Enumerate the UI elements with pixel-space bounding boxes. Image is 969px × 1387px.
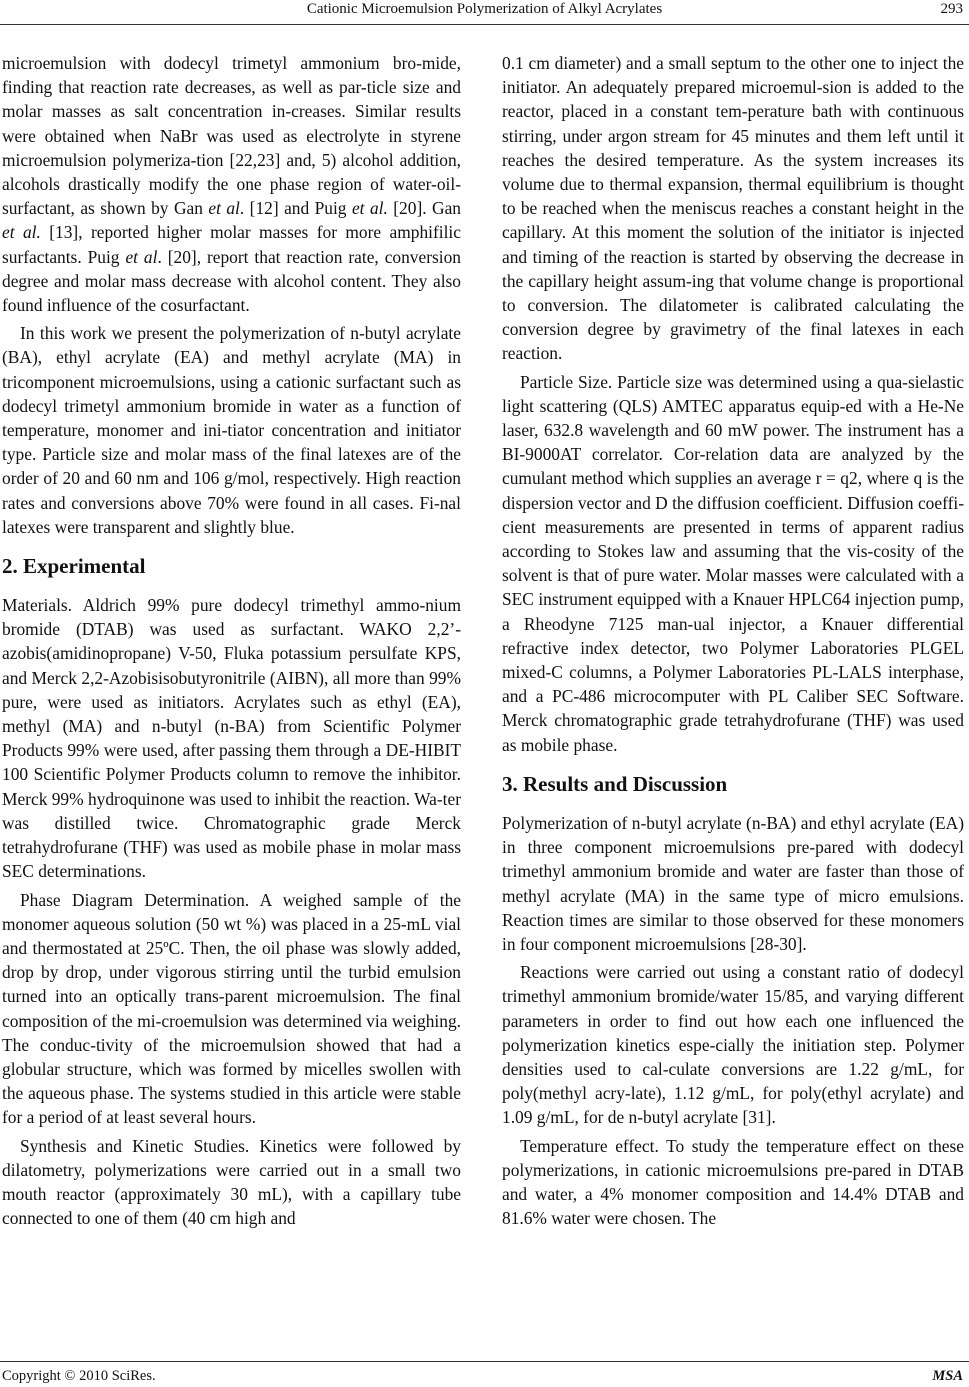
paragraph-intro-continued: microemulsion with dodecyl trimetyl ammonium bro-mide, finding that reaction rate decreases, as well as par-ticle size and molar masses as salt concentration in-creases. Similar results were obtained when NaBr was used as electrolyte in styrene microemulsion polymeriza-tion [22,23] and, 5) alcohol addition, alcohols drastically modify the one phase region of water-oil-surfactant, as shown by Gan et al. [12] and Puig et al. [20]. Gan et al. [13], reported higher molar masses for more amphifilic surfactants. Puig et al. [20], report that reaction rate, conversion degree and molar mass decrease with alcohol content. They also found influence of the cosurfactant.	[2, 53, 462, 316]
paragraph-this-work: In this work we present the polymerization of n-butyl acrylate (BA), ethyl acrylate (EA) and methyl acrylate (MA) in tricomponent microemulsions, using a cationic surfactant such as dodecyl trimetyl ammonium bromide in water as a function of temperature, monomer and ini-tiator concentration and initiator type. Particle size and molar mass of the final latexes are of the order of 20 and 60 nm and 106 g/mol, respectively. High reaction rates and conversions above 70% were found in all cases. Fi-nal latexes were transparent and slightly blue.	[2, 323, 461, 537]
page-number: 293	[940, 1, 963, 17]
copyright-notice: Copyright © 2010 SciRes.	[2, 1368, 156, 1384]
paragraph-dilatometry: 0.1 cm diameter) and a small septum to the other one to inject the initiator. An adequately prepared microemul-sion is added to the reactor, placed in a constant tem-perature bath with continuous stirring, under argon stream for 45 minutes and them left until it reaches the desired temperature. As the system increases its volume due to thermal expansion, thermal equilibrium is thought to be reached when the meniscus reaches a constant height in the capillary. At this moment the solution of the initiator is injected and timing of the reaction is started by observing the decrease in the capillary height assum-ing that volume change is proportional to conversion. The dilatometer is calibrated calculating the conversion degree by gravimetry of the final latexes in each reaction.	[502, 53, 964, 364]
paragraph-synthesis-kinetics: Synthesis and Kinetic Studies. Kinetics were followed by dilatometry, polymerizations were carried out in a small two mouth reactor (approximately 30 mL), with a capillary tube connected to one of them (40 cm high and	[2, 1135, 461, 1229]
page-header	[0, 0, 969, 25]
paragraph-reactions: Reactions were carried out using a constant ratio of dodecyl trimethyl ammonium bromide/water 15/85, and varying different parameters in order to find out how each one influenced the polymerization kinetics espe-cially the initiation step. Polymer densities used to cal-culate conversions are 1.22 g/mL, for poly(methyl acry-late), 1.12 g/mL, for poly(ethyl acrylate) and 1.09 g/mL, for de n-butyl acrylate [31].	[502, 962, 964, 1128]
paragraph-results-intro: Polymerization of n-butyl acrylate (n-BA) and ethyl acrylate (EA) in three component microemulsions pre-pared with dodecyl trimethyl ammonium bromide and water are faster than those of methyl acrylate (MA) in the same type of micro emulsions. Reaction times are similar to those observed for these monomers in four component microemulsions [28-30].	[502, 812, 964, 954]
page-footer	[0, 1361, 969, 1387]
paragraph-particle-size: Particle Size. Particle size was determined using a qua-sielastic light scattering (QLS) AMTEC apparatus equip-ed with a He-Ne laser, 632.8 wavelength and 60 mW power. The instrument has a BI-9000AT correlator. Cor-relation data are analyzed by the cumulant method which supplies an average r = q2, where q is the dispersion vector and D the diffusion coefficient. Diffusion coeffi-cient measurements are presented in terms of apparent radius according to Stokes law and assuming that the vis-cosity of the solvent is that of pure water. Molar masses were calculated with a SEC instrument equipped with a Knauer HPLC64 injection pump, a Rheodyne 7125 man-ual injector, a Knauer differential refractive index detector, two Polymer Laboratories PLGEL mixed-C columns, a Polymer Laboratories PL-LALS interphase, and a PC-486 microcomputer with PL Caliber SEC Software. Merck chromatographic grade tetrahydrofurane (THF) was used as mobile phase.	[502, 371, 964, 755]
right-column	[502, 51, 964, 1230]
section-heading-results: 3. Results and Discussion	[502, 771, 728, 796]
running-title: Cationic Microemulsion Polymerization of Alkyl Acrylates	[306, 1, 663, 17]
section-heading-experimental: 2. Experimental	[2, 554, 146, 579]
paragraph-phase-diagram: Phase Diagram Determination. A weighed sample of the monomer aqueous solution (50 wt %) was placed in a 25-mL vial and thermostated at 25ºC. Then, the oil phase was slowly added, drop by drop, under vigorous stirring until the turbid emulsion turned into an optically trans-parent microemulsion. The final composition of the mi-croemulsion was determined via weighing. The conduc-tivity of the microemulsion showed that had a globular structure, which was formed by micelles swollen with the aqueous phase. The systems studied in this article were stable for a period of at least several hours.	[2, 889, 461, 1128]
paragraph-temperature-effect: Temperature effect. To study the temperature effect on these polymerizations, in cationic microemulsions pre-pared in DTAB and water, a 4% monomer composition and 14.4% DTAB and 81.6% water were chosen. The	[502, 1135, 964, 1229]
left-column	[2, 51, 461, 1230]
journal-abbreviation: MSA	[932, 1368, 963, 1384]
paragraph-materials: Materials. Aldrich 99% pure dodecyl trimethyl ammo-nium bromide (DTAB) was used as surfactant. WAKO 2,2’-azobis(amidinopropane) V-50, Fluka potassium persulfate KPS, and Merck 2,2-Azobisisobutyronitrile (AIBN), all more than 99% pure, were used as initiators. Acrylates such as ethyl (EA), methyl (MA) and n-butyl (n-BA) from Scientific Polymer Products 99% were used, after passing them through a DE-HIBIT 100 Scientific Polymer Products column to remove the inhibitor. Merck 99% hydroquinone was used to inhibit the reaction. Wa-ter was distilled twice. Chromatographic grade Merck tetrahydrofurane (THF) was used as mobile phase in molar mass SEC determinations.	[2, 595, 462, 882]
